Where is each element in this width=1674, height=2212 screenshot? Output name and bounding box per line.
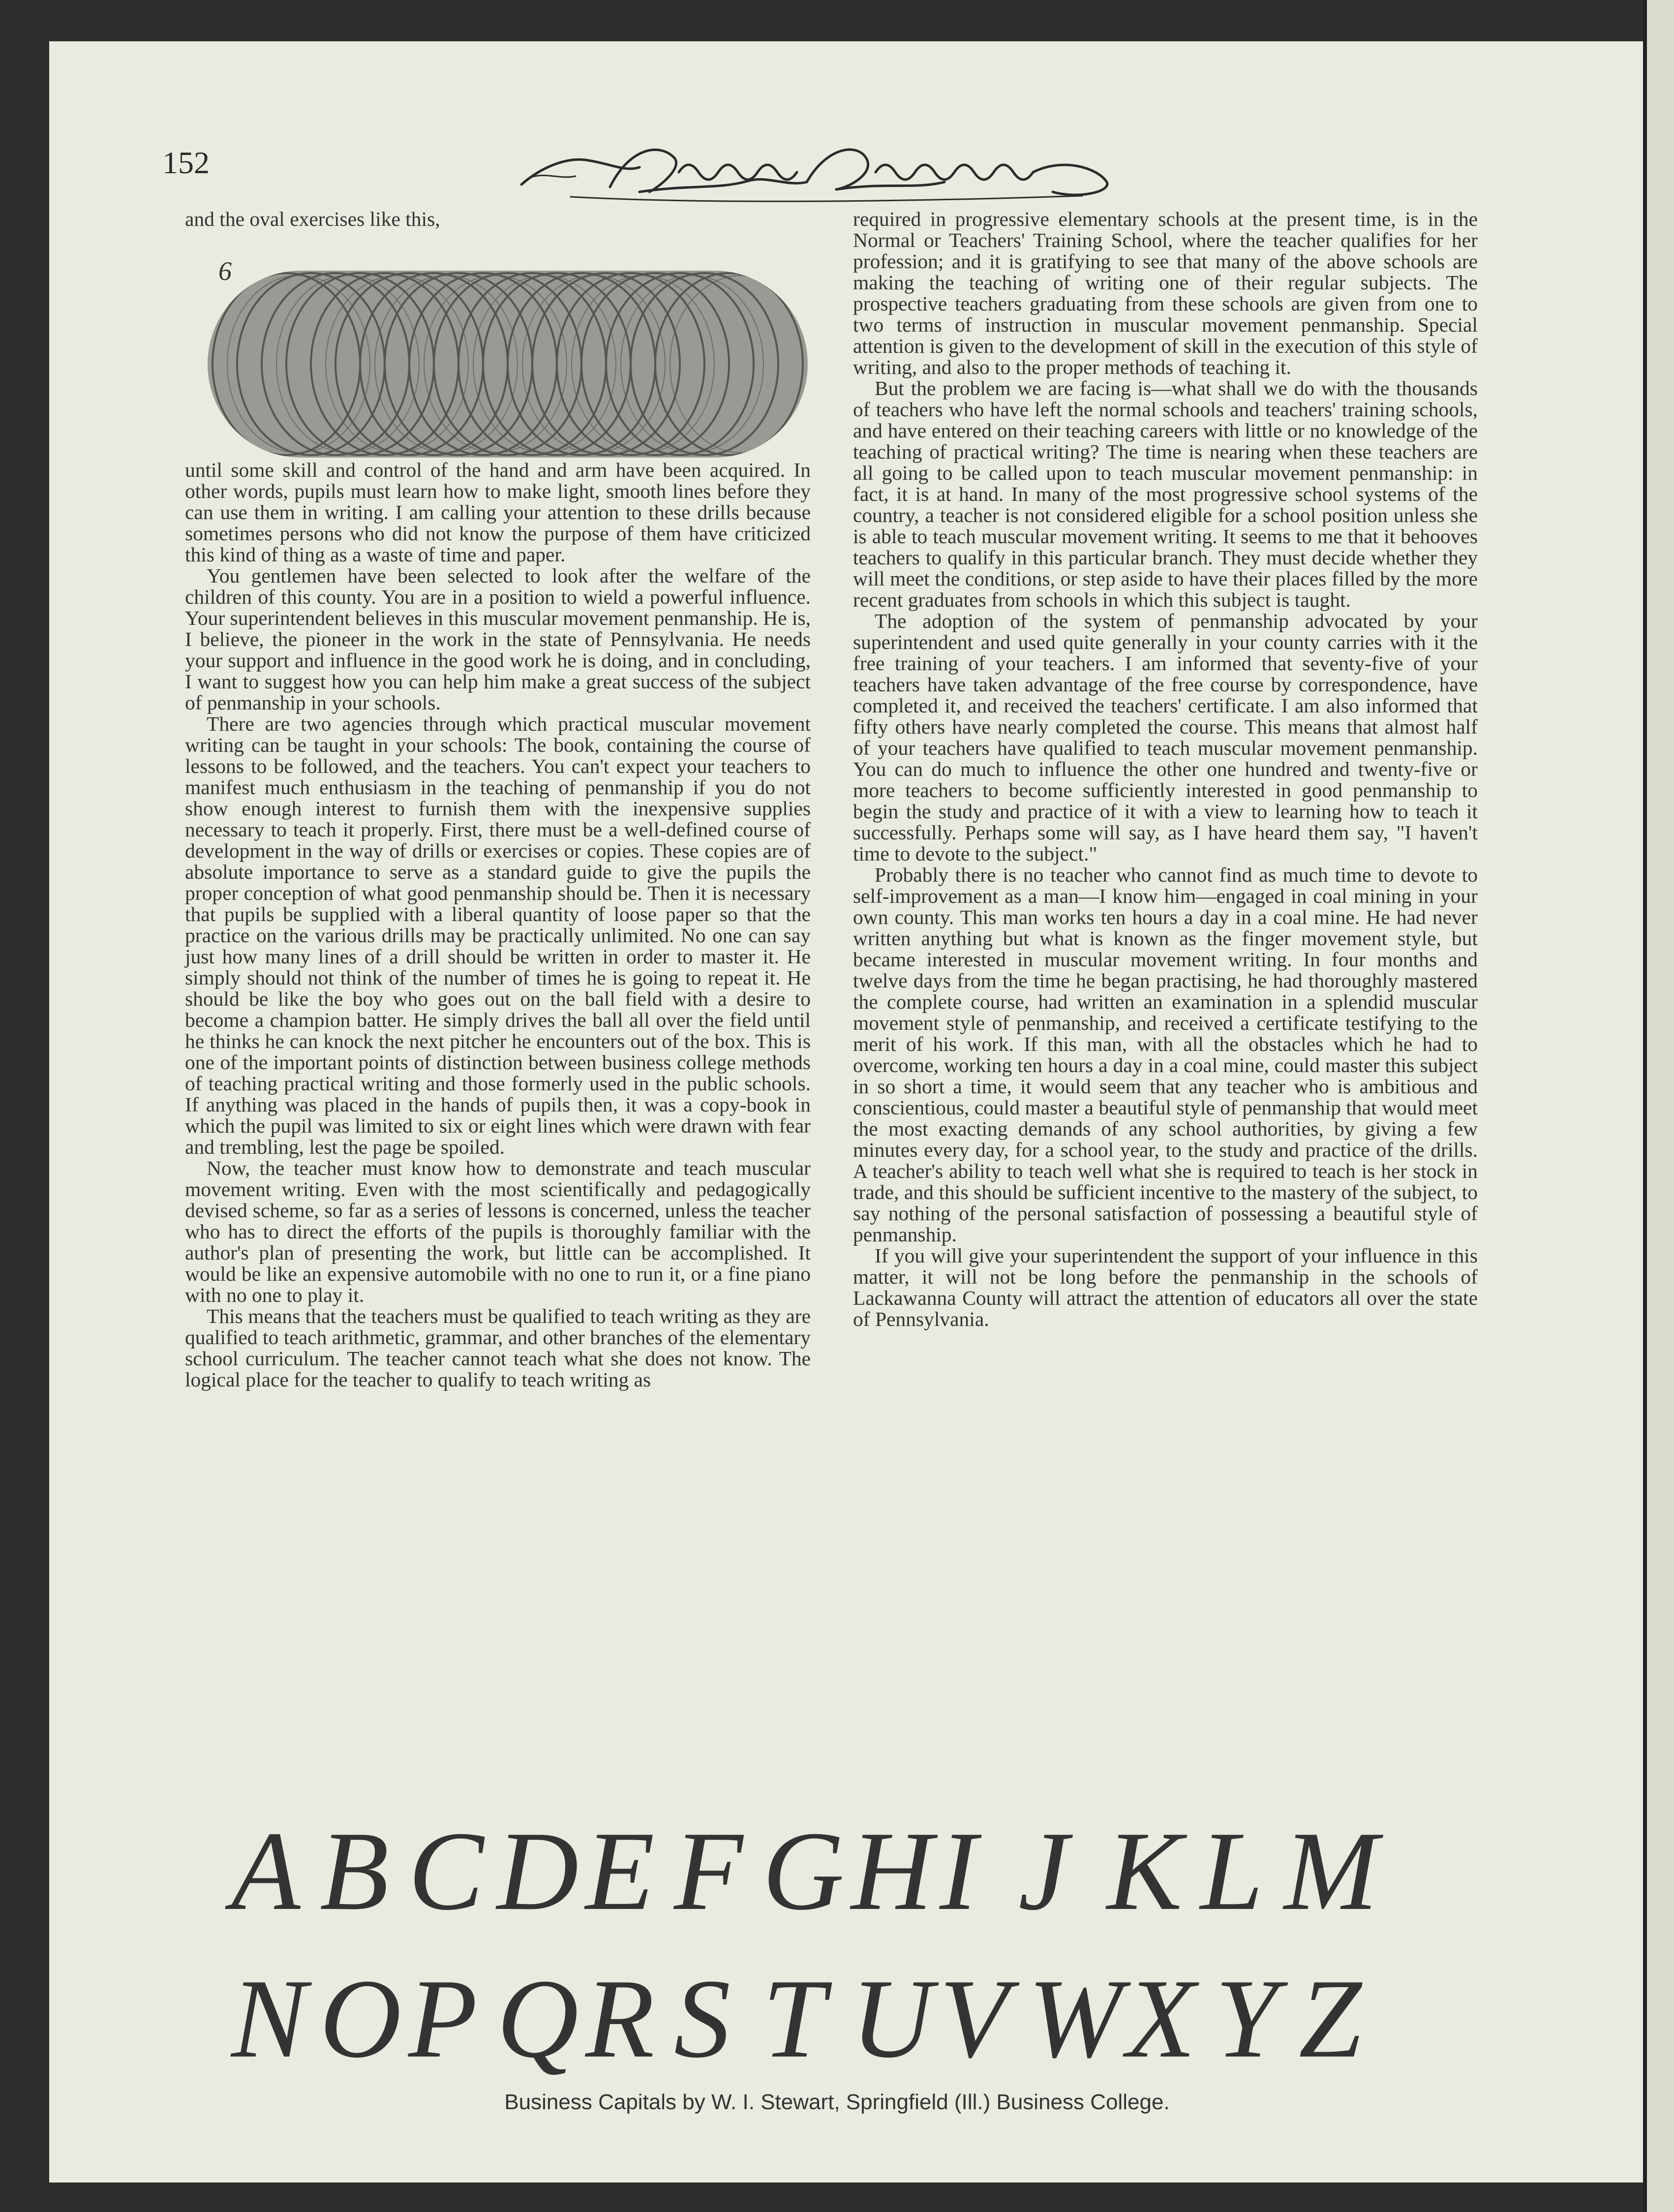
capital-o: O	[320, 1956, 402, 2081]
capital-f: F	[674, 1808, 743, 1934]
capitals-caption: Business Capitals by W. I. Stewart, Springfield (Ill.) Business College.	[504, 2090, 1170, 2114]
figure-number: 6	[218, 256, 232, 286]
capital-m: M	[1284, 1808, 1378, 1934]
script-capitals-row-1	[221, 1796, 1412, 1943]
capital-r: R	[585, 1956, 655, 2081]
script-capitals-row-2	[221, 1943, 1412, 2091]
capital-u: U	[851, 1956, 933, 2081]
left-paragraph-4: Now, the teacher must know how to demonstrate and teach muscular movement writing. Even with the most scientifically and pedagogically devised scheme, so far as a series of lessons is concerned, unless the teacher who has to direct the efforts of the pupils is thoroughly familiar with the author's plan of presenting the work, but little can be accomplished. It would be like an expensive automobile with no one to run it, or a fine piano with no one to play it.	[185, 1157, 811, 1306]
left-paragraph-1: until some skill and control of the hand and arm have been acquired. In other words, pupils must learn how to make light, smooth lines before they can use them in writing. I am calling your attention to these drills because sometimes persons who did not know the purpose of them have criticized this kind of thing as a waste of time and paper.	[185, 459, 811, 566]
right-paragraph-5: If you will give your superintendent the support of your influence in this matter, it will not be long before the penmanship in the schools of Lackawanna County will attract the attention of educators all over the state of Pennsylvania.	[853, 1244, 1478, 1330]
capital-c: C	[408, 1808, 484, 1934]
capital-j: J	[1018, 1808, 1069, 1934]
left-column-intro	[185, 209, 811, 230]
right-paragraph-1: required in progressive elementary schools at the present time, is in the Normal or Teachers' Training School, where the teacher qualifies for her profession; and it is gratifying to see that many of the above schools are making the teaching of writing one of their regular subjects. The prospective teachers graduating from these schools are given from one to two terms of instruction in muscular movement penmanship. Special attention is given to the development of skill in the execution of this style of writing, and also to the proper methods of teaching it.	[853, 208, 1478, 378]
capital-d: D	[497, 1808, 579, 1934]
capital-x: X	[1126, 1956, 1196, 2081]
capital-q: Q	[497, 1956, 579, 2081]
right-paragraph-3: The adoption of the system of penmanship advocated by your superintendent and used quite generally in your county carries with it the free training of your teachers. I am informed that seventy-five of your teachers have taken advantage of the free course by correspondence, have completed it, and received the teachers' certificate. I am also informed that fifty others have nearly completed the course. This means that almost half of your teachers have qualified to teach muscular movement penmanship. You can do much to influence the other one hundred and twenty-five or more teachers to become sufficiently interested in good penmanship to begin the study and practice of it with a view to learning how to teach it successfully. Perhaps some will say, as I have heard them say, "I haven't time to devote to the subject."	[853, 610, 1478, 865]
capital-e: E	[585, 1808, 655, 1934]
capital-i: I	[940, 1808, 977, 1934]
capital-b: B	[320, 1808, 389, 1934]
left-paragraph-3: There are two agencies through which practical muscular movement writing can be taught in your schools: The book, containing the course of lessons to be followed, and the teachers. You can't expect your teachers to manifest much enthusiasm in the teaching of penmanship if you do not show enough interest to furnish them with the inexpensive supplies necessary to teach it properly. First, there must be a well-defined course of development in the way of drills or exercises or copies. These copies are of absolute importance to serve as a standard guide to give the pupils the proper conception of what good penmanship should be. Then it is necessary that pupils be supplied with a liberal quantity of loose paper so that the practice on the various drills may be practically unlimited. No one can say just how many lines of a drill should be written in order to master it. He simply should not think of the number of times he is going to repeat it. He should be like the boy who goes out on the ball field with a desire to become a champion batter. He simply drives the ball all over the field until he thinks he can knock the next pitcher he encounters out of the box. This is one of the important points of distinction between business college methods of teaching practical writing and those formerly used in the public schools. If anything was placed in the hands of pupils then, it was a copy-book in which the pupil was limited to six or eight lines which were drawn with fear and trembling, lest the page be spoiled.	[185, 712, 811, 1158]
left-column	[185, 460, 811, 1390]
masthead-logo	[512, 138, 1122, 207]
capital-g: G	[762, 1808, 845, 1934]
capital-v: V	[940, 1956, 1009, 2081]
left-paragraph-2: You gentlemen have been selected to look after the welfare of the children of this county. You are in a position to wield a powerful influence. Your superintendent believes in this muscular movement penmanship. He is, I believe, the pioneer in the work in the state of Pennsylvania. He needs your support and influence in the good work he is doing, and in concluding, I want to suggest how you can help him make a great success of the subject of penmanship in your schools.	[185, 564, 811, 714]
capital-n: N	[231, 1956, 307, 2081]
capital-h: H	[851, 1808, 933, 1934]
right-paragraph-2: But the problem we are facing is—what shall we do with the thousands of teachers who have left the normal schools and teachers' training schools, and have entered on their teaching careers with little or no knowledge of the teaching of practical writing? The time is nearing when these teachers are all going to be called upon to teach muscular movement penmanship: in fact, it is at hand. In many of the most progressive school systems of the country, a teacher is not considered eligible for a school position unless she is able to teach muscular movement writing. It seems to me that it behooves teachers to qualify in this particular branch. They must decide whether they will meet the conditions, or step aside to have their places filled by the more recent graduates from schools in which this subject is taught.	[853, 377, 1478, 611]
capital-y: Y	[1215, 1956, 1278, 2081]
intro-line: and the oval exercises like this,	[185, 208, 440, 230]
capital-t: T	[762, 1956, 825, 2081]
capital-w: W	[1028, 1956, 1123, 2081]
left-paragraph-5: This means that the teachers must be qualified to teach writing as they are qualified to teach arithmetic, grammar, and other branches of the elementary school curriculum. The teacher cannot teach what she does not know. The logical place for the teacher to qualify to teach writing as	[185, 1305, 811, 1391]
capital-p: P	[408, 1956, 478, 2081]
right-column	[853, 209, 1478, 1330]
oval-exercise-figure	[203, 261, 813, 467]
page-number: 152	[162, 145, 210, 180]
capital-z: Z	[1299, 1956, 1362, 2081]
capital-a: A	[231, 1808, 301, 1934]
capital-l: L	[1200, 1808, 1263, 1934]
next-page-edge	[1647, 0, 1674, 2212]
capital-k: K	[1107, 1808, 1183, 1934]
right-paragraph-4: Probably there is no teacher who cannot find as much time to devote to self-improvement as a man—I know him—engaged in coal mining in your own county. This man works ten hours a day in a coal mine. He had never written anything but what is known as the finger movement style, but became interested in muscular movement writing. In four months and twelve days from the time he began practising, he had thoroughly mastered the complete course, had written an examination in a splendid muscular movement style of penmanship, and received a certificate testifying to the merit of his work. If this man, with all the obstacles which he had to overcome, working ten hours a day in a coal mine, could master this subject in so short a time, it would seem that any teacher who is ambitious and conscientious, could master a beautiful style of penmanship that would meet the most exacting demands of any school authorities, by giving a few minutes every day, for a school year, to the study and practice of the drills. A teacher's ability to teach well what she is required to teach is her stock in trade, and this should be sufficient incentive to the mastery of the subject, to say nothing of the personal satisfaction of possessing a beautiful style of penmanship.	[853, 863, 1478, 1246]
capital-s: S	[674, 1956, 730, 2081]
